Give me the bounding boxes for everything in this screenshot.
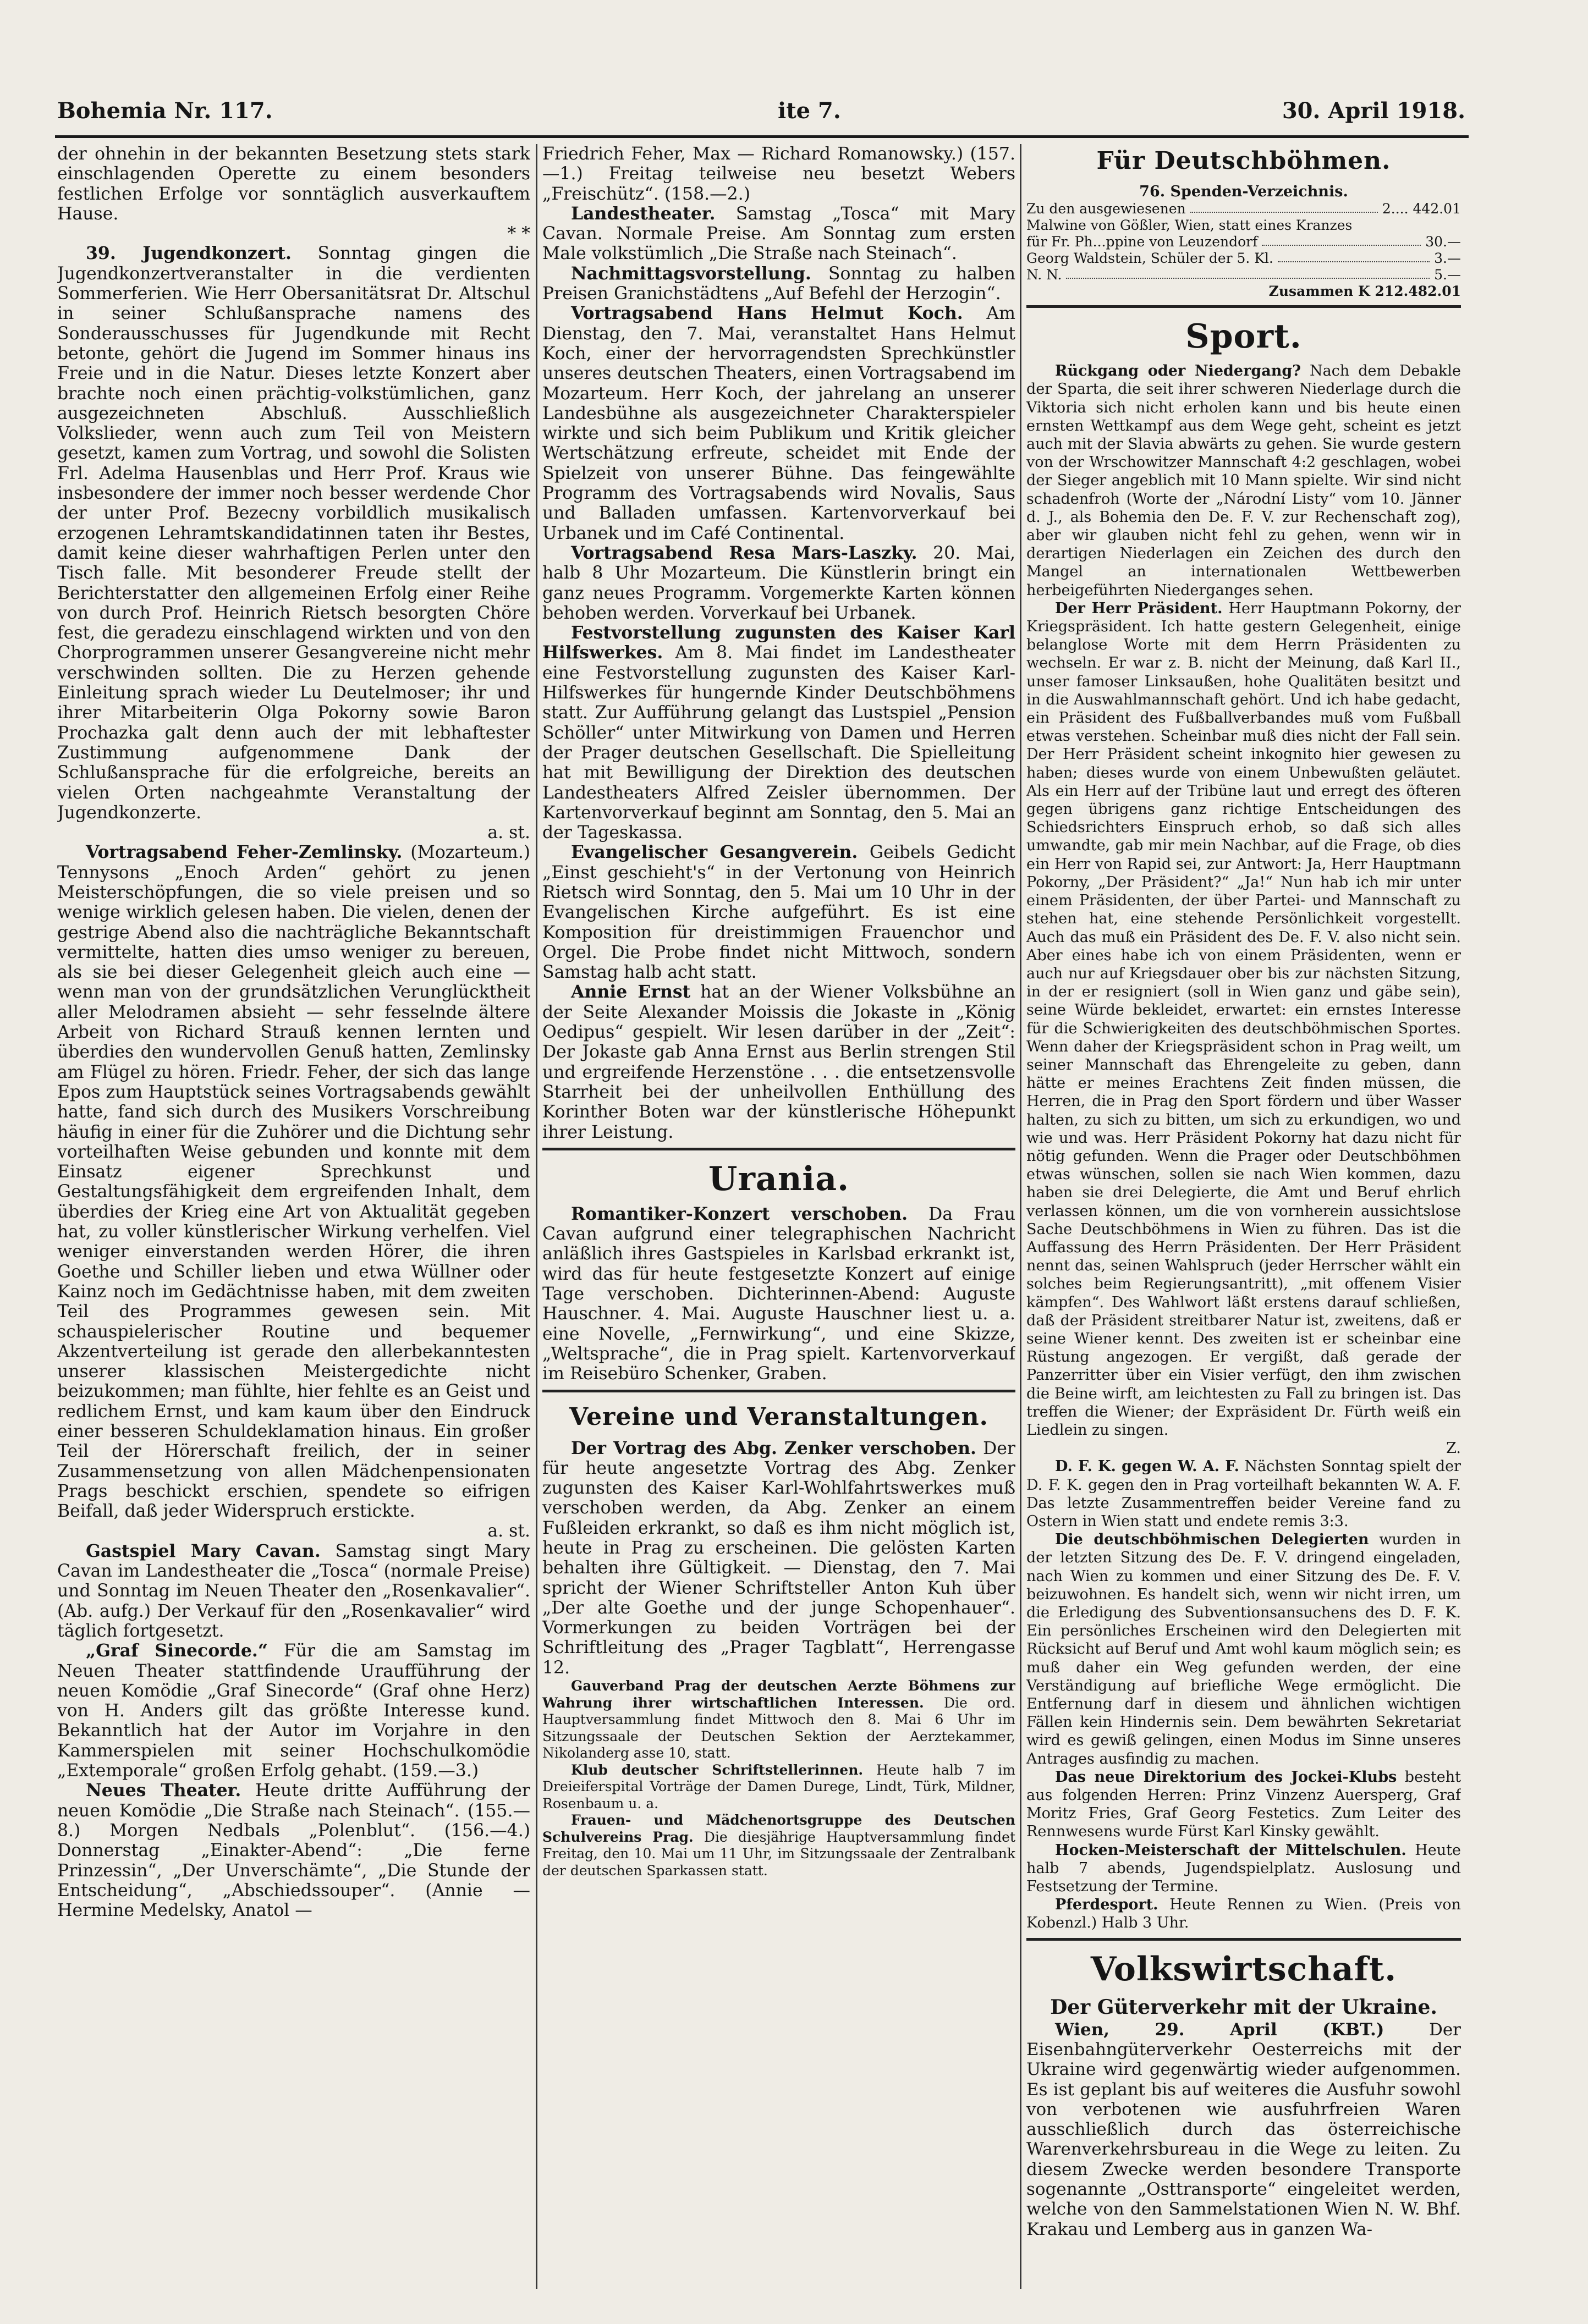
spenden-row — [1026, 234, 1461, 250]
article-heading: Landestheater. — [571, 203, 716, 224]
page-header — [57, 92, 1465, 131]
section-title-sport: Sport. — [1185, 317, 1302, 356]
article — [57, 1641, 530, 1781]
spenden-row — [1026, 250, 1461, 267]
page-number: ite 7. — [778, 98, 841, 124]
column-divider — [1020, 144, 1021, 2289]
article — [57, 842, 530, 1521]
article — [1026, 1896, 1461, 1932]
paper-name: Bohemia Nr. 117. — [57, 98, 273, 124]
article — [1026, 599, 1461, 1439]
notice — [542, 1762, 1015, 1813]
paragraph: Die ord. Hauptversammlung findet Mittwoch den 8. Mai 6 Uhr im Sitzungssaale der Deutschen Sektion der Aerztekammer, Nikolanderg asse 10, statt. — [542, 1694, 1015, 1761]
column-2 — [542, 144, 1015, 2289]
article — [542, 1204, 1015, 1384]
amount: 5.— — [1434, 267, 1461, 283]
section-rule — [542, 1148, 1015, 1150]
paragraph: 20. Mai, halb 8 Uhr Mozarteum. Die Künstlerin bringt ein ganz neues Programm. Vorgemerkte Karten können behoben werden. Vorverkauf bei Urbanek. — [542, 543, 1015, 623]
article-heading: Wien, 29. April (KBT.) — [1055, 2019, 1384, 2040]
paragraph: besteht aus folgenden Herren: Prinz Vinzenz Auersperg, Graf Moritz Fries, Graf Georg Festetics. Zum Leiter des Rennwesens wurde Fürst Karl Kinsky gewählt. — [1026, 1768, 1461, 1841]
article — [542, 623, 1015, 842]
section-rule — [542, 1390, 1015, 1392]
paragraph: Nach dem Debakle der Sparta, die seit ihrer schweren Niederlage durch die Viktoria sich nicht erholen kann und bis heute einen ernsten Wettkampf aus dem Wege geht, scheint es jetzt auch mit der Slavia abwärts zu gehen. Sie wurde gestern von der Wrschowitzer Mannschaft 4:2 geschlagen, wobei der Sieger angeblich mit 10 Mann spielte. Wir sind nicht schadenfroh (Worte der „Národní Listy“ vom 10. Jänner d. J., als Bohemia den De. F. V. zur Rechenschaft zog), aber wir glauben nicht fehl zu gehen, wenn wir in derartigen Niederlagen ein Zeichen des durch den Mangel an internationalen Wettbewerben herbeigeführten Niederganges sehen. — [1026, 362, 1461, 599]
paragraph: Sonntag gingen die Jugendkonzertveranstalter in die verdienten Sommerferien. Wie Herr Obersanitätsrat Dr. Altschul in seiner Schlußansprache namens des Sonderausschusses für Jugendkunde mit Recht betonte, gehört die Jugend im Sommer hinaus ins Freie und in die Natur. Dieses letzte Konzert aber brachte noch einen prächtig-volkstümlichen, ganz ausgezeichneten Abschluß. Ausschließlich Volkslieder, wenn auch zum Teil von Meistern gesetzt, kamen zum Vortrag, und sowohl die Solisten Frl. Adelma Hausenblas und Herr Prof. Kraus wie insbesondere der immer noch besser werdende Chor der unter Prof. Bezecny vorbildlich musikalisch erzogenen Lehramtskandidatinnen taten ihr Bestes, damit keine dieser wahrhaftigen Perlen unter den Tisch falle. Mit besonderer Freude stellt der Berichterstatter den allgemeinen Erfolg einer Reihe von durch Prof. Heinrich Rietsch besorgten Chöre fest, die geradezu einschlagend wirkten und von den Chorprogrammen unserer Gesangvereine nicht mehr verschwinden sollten. Die zu Herzen gehende Einleitung sprach wieder Lu Deutelmoser; ihr und ihrer Mitarbeiterin Olga Pokorny sowie Baron Prochazka galt denn auch der mit lebhaftester Zustimmung aufgenommene Dank der Schlußansprache für die erfolgreiche, bereits an vielen Orten nachgeahmte Veranstaltung der Jugendkonzerte. — [57, 244, 530, 823]
paragraph: Samstag singt Mary Cavan im Landestheater die „Tosca“ (normale Preise) und Sonntag im Neuen Theater den „Rosenkavalier“. (Ab. aufg.) Der Verkauf für den „Rosenkavalier“ wird täglich fortgesetzt. — [57, 1541, 530, 1641]
leader-dots — [1262, 234, 1421, 246]
article — [542, 264, 1015, 304]
article — [1026, 1457, 1461, 1530]
paragraph: Da Frau Cavan aufgrund einer telegraphischen Nachricht anläßlich ihres Gastspieles in Karlsbad erkrankt ist, wird das für heute festgesetzte Konzert auf einige Tage verschoben. Dichterinnen-Abend: Auguste Hauschner. 4. Mai. Auguste Hauschner liest u. a. eine Novelle, „Fernwirkung“, und eine Skizze, „Weltsprache“, die in Prag spielt. Kartenvorverkauf im Reisebüro Schenker, Graben. — [542, 1204, 1015, 1384]
paragraph: Die diesjährige Hauptversammlung findet Freitag, den 10. Mai um 11 Uhr, im Sitzungssaale der Zentralbank der deutschen Sparkassen statt. — [542, 1829, 1015, 1879]
article-text — [57, 144, 530, 224]
amount: 2.... 442.01 — [1382, 201, 1461, 217]
article-heading: Festvorstellung zugunsten des Kaiser Karl Hilfswerkes. — [542, 623, 1015, 663]
signature: a. st. — [487, 823, 530, 843]
article-heading: D. F. K. gegen W. A. F. — [1055, 1458, 1240, 1475]
paragraph: Heute Rennen zu Wien. (Preis von Kobenzl.) Halb 3 Uhr. — [1026, 1896, 1461, 1932]
signature: * * — [507, 224, 530, 244]
paragraph: Der Eisenbahngüterverkehr Oesterreichs mit der Ukraine wird gegenwärtig wieder aufgenommen. Es ist geplant bis auf weiteres die Ausfuhr sowohl von verbotenen wie ausfuhrfreien Waren ausschließlich durch das österreichische Warenverkehrsbureau in die Wege zu leiten. Zu diesem Zwecke werden besondere Transporte sogenannte „Osttransporte“ eingeleitet werden, welche von den Sammelstationen Wien N. W. Bhf. Krakau und Lemberg aus in ganzen Wa- — [1026, 2019, 1461, 2239]
article-heading: Klub deutscher Schriftstellerinnen. — [571, 1761, 864, 1778]
donor: für Fr. Ph...ppine von Leuzendorf — [1026, 234, 1258, 250]
article — [1026, 1768, 1461, 1841]
article — [542, 842, 1015, 982]
article-heading: Neues Theater. — [86, 1780, 241, 1801]
article — [542, 543, 1015, 623]
article — [57, 1781, 530, 1920]
article-heading: Vortragsabend Feher-Zemlinsky. — [86, 842, 403, 863]
article-heading: Gauverband Prag der deutschen Aerzte Böhmens zur Wahrung ihrer wirtschaftlichen Interessen. — [542, 1678, 1015, 1711]
donor: Zu den ausgewiesenen — [1026, 201, 1186, 217]
section-rule — [1026, 1938, 1461, 1941]
article — [1026, 362, 1461, 599]
signature: a. st. — [487, 1521, 530, 1541]
column-1 — [57, 144, 530, 2289]
notice — [542, 1678, 1015, 1762]
article-heading: Hocken-Meisterschaft der Mittelschulen. — [1055, 1841, 1406, 1859]
paragraph: Am 8. Mai findet im Landestheater eine Festvorstellung zugunsten des Kaiser Karl-Hilfswerkes für hungernde Kinder Deutschböhmens statt. Zur Aufführung gelangt das Lustspiel „Pension Schöller“ unter Mitwirkung von Damen und Herren der Prager deutschen Gesellschaft. Die Spielleitung hat mit Bewilligung der Direktion des deutschen Landestheaters Alfred Zeisler übernommen. Der Kartenvorverkauf beginnt am Sonntag, den 5. Mai an der Tageskassa. — [542, 643, 1015, 843]
leader-dots — [1066, 267, 1430, 279]
paragraph: Heute halb 7 im Dreieiferspital Vorträge der Damen Durege, Lindt, Türk, Mildner, Rosenbaum u. a. — [542, 1761, 1015, 1811]
article — [57, 244, 530, 823]
donor: Malwine von Gößler, Wien, statt eines Kranzes — [1026, 217, 1353, 234]
spenden-row — [1026, 267, 1461, 283]
article-heading: Vortragsabend Hans Helmut Koch. — [571, 303, 963, 324]
paragraph: Geibels Gedicht „Einst geschieht's“ in der Vertonung von Heinrich Rietsch wird Sonntag, den 5. Mai um 10 Uhr in der Evangelischen Kirche aufgeführt. Es ist eine Komposition für dreistimmigen Frauenchor und Orgel. Die Probe findet nicht Mittwoch, sondern Samstag halb acht statt. — [542, 842, 1015, 983]
notice — [542, 1812, 1015, 1879]
amount: 30.— — [1425, 234, 1461, 250]
paragraph: der ohnehin in der bekannten Besetzung stets stark einschlagenden Operette zu einem besonders festlichen Erfolge vor sonntäglich ausverkauftem Hause. — [57, 144, 530, 224]
paragraph: Friedrich Feher, Max — Richard Romanowsky.) (157.—1.) Freitag teilweise neu besetzt Webers „Freischütz“. (158.—2.) — [542, 144, 1015, 204]
column-3 — [1026, 144, 1461, 2289]
leader-dots — [1278, 250, 1430, 262]
article-heading: Evangelischer Gesangverein. — [571, 842, 858, 863]
article — [1026, 2020, 1461, 2239]
article-heading: Rückgang oder Niedergang? — [1055, 362, 1301, 380]
article-subtitle: Der Güterverkehr mit der Ukraine. — [1050, 1995, 1437, 2019]
article-heading: Das neue Direktorium des Jockei-Klubs — [1055, 1768, 1397, 1786]
paragraph: Am Dienstag, den 7. Mai, veranstaltet Hans Helmut Koch, einer der hervorragendsten Sprechkünstler unseres deutschen Theaters, einen Vortragsabend im Mozarteum. Herr Koch, der jahrelang an unserer Landesbühne als ausgezeichneter Charakterspieler wirkte und sich beim Publikum und Kritik gleicher Wertschätzung erfreute, scheidet mit Ende der Spielzeit von unserer Bühne. Das feingewählte Programm des Vortragsabends wird Novalis, Saus und Balladen umfassen. Kartenvorverkauf bei Urbanek und im Café Continental. — [542, 304, 1015, 543]
section-rule — [1026, 305, 1461, 308]
issue-date: 30. April 1918. — [1282, 98, 1465, 124]
section-title-urania: Urania. — [708, 1159, 849, 1198]
paragraph: Herr Hauptmann Pokorny, der Kriegspräsident. Ich hatte gestern Gelegenheit, einige belanglose Worte mit dem Herrn Präsidenten zu wechseln. Er war z. B. nicht der Meinung, daß Karl II., unser famoser Linksaußen, hohe Qualitäten besitzt und in die Auswahlmannschaft gehört. Und ich habe gedacht, ein Präsident des Fußballverbandes muß vom Fußball etwas verstehen. Scheinbar muß dies nicht der Fall sein. Der Herr Präsident scheint inkognito hier gewesen zu haben; dieses wurde von einem Unbewußten geläutet. Als ein Herr auf der Tribüne laut und erregt des öfteren gegen übrigens ganz richtige Entscheidungen des Schiedsrichters Einspruch erhob, so daß sich alles umwandte, gab mir mein Nachbar, auf die Frage, ob dies ein Herr von Rapid sei, zur Antwort: Ja, Herr Hauptmann Pokorny, „Der Präsident?“ „Ja!“ Nun hab ich mir unter einem Präsidenten, der über Partei- und Mannschaft zu stehen hat, eine stehende Persönlichkeit vorgestellt. Auch das muß ein Präsident des De. F. V. also nicht sein. Aber eines habe ich von einem Präsidenten, wenn er auch nur auf Kriegsdauer ober bis zur nächsten Sitzung, in der er resigniert (soll in Wien ganz und gäbe sein), seine Würde bekleidet, erwartet: ein ernstes Interesse für die Schwierigkeiten des deutschböhmischen Sportes. Wenn daher der Kriegspräsident schon in Prag weilt, um seiner Mannschaft das Ehrengeleite zu geben, dann hätte er meines Erachtens Zeit finden müssen, die Herren, die in Prag den Sport fördern und über Wasser halten, zu sich zu bitten, um sich zu erkundigen, wo und wie und was. Herr Präsident Pokorny hat dazu nicht für nötig gefunden. Wenn die Prager oder Deutschböhmen etwas wünschen, sollen sie nach Wien kommen, dazu haben sie drei Delegierte, die Amt und Beruf ehrlich verlassen können, um die von vornherein aussichtslose Sache Deutschböhmens in Wien zu führen. Das ist die Auffassung des Herrn Präsidenten. Der Herr Präsident nennt das, seinen Wahlspruch (jeder Herrscher wählt ein solches beim Regierungsantritt), „mit offenem Visier kämpfen“. Des Wahlwort läßt erstens darauf schließen, daß der Präsident streitbarer Natur ist, zweitens, daß er seine Wiener kennt. Des zweiten ist er scheinbar eine Rüstung angezogen. Er vergißt, daß gerade der Panzerritter über ein Visier verfügt, den ihm zwischen die Beine wirft, am leichtesten zu Fall zu bringen ist. Das treffen die Wiener; der Expräsident Dr. Fürth weiß ein Liedlein zu singen. — [1026, 599, 1461, 1439]
article — [1026, 1841, 1461, 1896]
section-title-vereine: Vereine und Veranstaltungen. — [569, 1402, 988, 1431]
article-heading: Annie Ernst — [571, 982, 691, 1003]
paragraph: wurden in der letzten Sitzung des De. F. V. dringend eingeladen, nach Wien zu kommen und einer Sitzung des De. F. V. beizuwohnen. Es handelt sich, wenn wir nicht irren, um die Erledigung des Subventionsansuchens des D. F. K. Ein persönliches Erscheinen wird den Delegierten mit Rücksicht auf Beruf und Amt wohl kaum möglich sein; es muß daher ein Weg gefunden werden, der eine Verständigung auf briefliche Wege ermöglicht. Die Entfernung darf in diesem und ähnlichen wichtigen Fällen kein Hindernis sein. Dem bewährten Sekretariat wird es gewiß gelingen, einen Modus im Sinne unseres Antrages ausfindig zu machen. — [1026, 1531, 1461, 1767]
header-rule — [55, 135, 1469, 138]
paragraph: hat an der Wiener Volksbühne an der Seite Alexander Moissis die Jokaste in „König Oedipus“ gespielt. Wir lesen darüber in der „Zeit“: Der Jokaste gab Anna Ernst aus Berlin strengen Stil und ergreifende Herzenstöne . . . die entsetzensvolle Starrheit bei der unheilvollen Enthüllung des Korinther Boten war der künstlerische Höhepunkt ihrer Leistung. — [542, 982, 1015, 1142]
paragraph: Sonntag zu halben Preisen Granichstädtens „Auf Befehl der Herzogin“. — [542, 263, 1015, 304]
article — [57, 1541, 530, 1641]
article-heading: Romantiker-Konzert verschoben. — [571, 1203, 908, 1224]
article-heading: Nachmittagsvorstellung. — [571, 263, 811, 284]
article — [542, 144, 1015, 204]
article-heading: Der Vortrag des Abg. Zenker verschoben. — [571, 1438, 977, 1458]
article-heading: Vortragsabend Resa Mars-Laszky. — [571, 542, 917, 563]
paragraph: Heute dritte Aufführung der neuen Komödie „Die Straße nach Steinach“. (155.—8.) Morgen Nedbals „Polenblut“. (156.—4.) Donnerstag „Einakter-Abend“: „Die ferne Prinzessin“, „Der Unverschämte“, „Die Stunde der Entscheidung“, „Abschiedssouper“. (Annie — Hermine Medelsky, Anatol — — [57, 1781, 530, 1921]
paragraph: Der für heute angesetzte Vortrag des Abg. Zenker zugunsten des Kaiser Karl-Wohlfahrtswerkes muß verschoben werden, da Abg. Zenker an einem Fußleiden erkrankt, so daß es ihm nicht möglich ist, heute in Prag zu erscheinen. Die gelösten Karten behalten ihre Gültigkeit. — Dienstag, den 7. Mai spricht der Wiener Schriftsteller Anton Kuh über „Der alte Goethe und der junge Schopenhauer“. Vormerkungen zu beiden Vorträgen bei der Schriftleitung des „Prager Tagblatt“, Herrengasse 12. — [542, 1438, 1015, 1678]
spenden-row — [1026, 217, 1461, 234]
article-heading: 39. Jugendkonzert. — [86, 243, 292, 264]
article-heading: „Graf Sinecorde.“ — [86, 1640, 268, 1661]
article — [542, 1439, 1015, 1678]
article-heading: Frauen- und Mädchenortsgruppe des Deutschen Schulvereins Prag. — [542, 1812, 1015, 1845]
spenden-list — [1026, 201, 1461, 300]
article — [542, 304, 1015, 543]
spenden-heading: 76. Spenden-Verzeichnis. — [1139, 183, 1348, 200]
article — [542, 204, 1015, 264]
column-divider — [536, 144, 537, 2289]
article-heading: Der Herr Präsident. — [1055, 599, 1223, 617]
paragraph: Heute halb 7 abends, Jugendspielplatz. Auslosung und Festsetzung der Termine. — [1026, 1841, 1461, 1896]
donor: Georg Waldstein, Schüler der 5. Kl. — [1026, 250, 1273, 267]
article-heading: Gastspiel Mary Cavan. — [86, 1540, 321, 1561]
section-title-deutschboehmen: Für Deutschböhmen. — [1096, 147, 1391, 175]
leader-dots — [1190, 201, 1378, 213]
spenden-total: Zusammen K 212.482.01 — [1268, 283, 1461, 300]
donor: N. N. — [1026, 267, 1062, 283]
article — [1026, 1530, 1461, 1768]
section-title-volkswirtschaft: Volkswirtschaft. — [1090, 1949, 1397, 1989]
paragraph: Samstag „Tosca“ mit Mary Cavan. Normale Preise. Am Sonntag zum ersten Male volkstümlich „Die Straße nach Steinach“. — [542, 203, 1015, 264]
article-heading: Die deutschböhmischen Delegierten — [1055, 1531, 1369, 1549]
spenden-row — [1026, 201, 1461, 217]
signature: Z. — [1446, 1440, 1461, 1457]
amount: 3.— — [1434, 250, 1461, 267]
paragraph: Für die am Samstag im Neuen Theater stattfindende Uraufführung der neuen Komödie „Graf Sinecorde“ (Graf ohne Herz) von H. Anders gilt das größte Interesse kund. Bekanntlich hat der Autor im Vorjahre in den Kammerspielen mit seiner Hochschulkomödie „Extemporale“ großen Erfolg gehabt. (159.—3.) — [57, 1641, 530, 1781]
article — [542, 982, 1015, 1142]
paragraph: Nächsten Sonntag spielt der D. F. K. gegen den in Prag vorteilhaft bekannten W. A. F. Das letzte Zusammentreffen beider Vereine fand zu Ostern in Wien statt und endete remis 3:3. — [1026, 1458, 1461, 1530]
paragraph: (Mozarteum.) Tennysons „Enoch Arden“ gehört zu jenen Meisterschöpfungen, die so viele preisen und so wenige wirklich gelesen haben. Die vielen, denen der gestrige Abend also die nachträgliche Bekanntschaft vermittelte, hatten dies umso weniger zu bereuen, als sie bei dieser Gelegenheit gleich auch eine — wenn man von der grundsätzlichen Verunglücktheit aller Melodramen absieht — sehr fesselnde ältere Arbeit von Richard Strauß kennen lernten und überdies den wundervollen Genuß hatten, Zemlinsky am Flügel zu hören. Friedr. Feher, der sich das lange Epos zum Hauptstück seines Vortragsabends gewählt hatte, fand sich durch des Musikers Vorschreibung häufig in einer für die Zuhörer und die Dichtung sehr vorteilhaften Weise gebunden und konnte mit dem Einsatz eigener Sprechkunst und Gestaltungsfähigkeit dem ergreifenden Inhalt, dem überdies der Krieg eine Art von Aktualität gegeben hat, zu voller künstlerischer Wirkung verhelfen. Viel weniger einverstanden werden Hörer, die ihren Goethe und Schiller lieben und etwa Wüllner oder Kainz noch im Gedächtnisse haben, mit dem zweiten Teil des Programmes gewesen sein. Mit schauspielerischer Routine und bequemer Akzentverteilung ist gerade den allerbekanntesten unserer klassischen Meistergedichte nicht beizukommen; man fühlte, hier fehlte es an Geist und redlichem Ernst, und kam kaum über den Eindruck einer besseren Schuldeklamation hinaus. Ein großer Teil der Hörerschaft freilich, der in seiner Zusammensetzung von allen Mädchenpensionaten Prags beschickt erschien, spendete so eifrigen Beifall, daß jeder Widerspruch erstickte. — [57, 842, 530, 1522]
article-heading: Pferdesport. — [1055, 1896, 1158, 1914]
